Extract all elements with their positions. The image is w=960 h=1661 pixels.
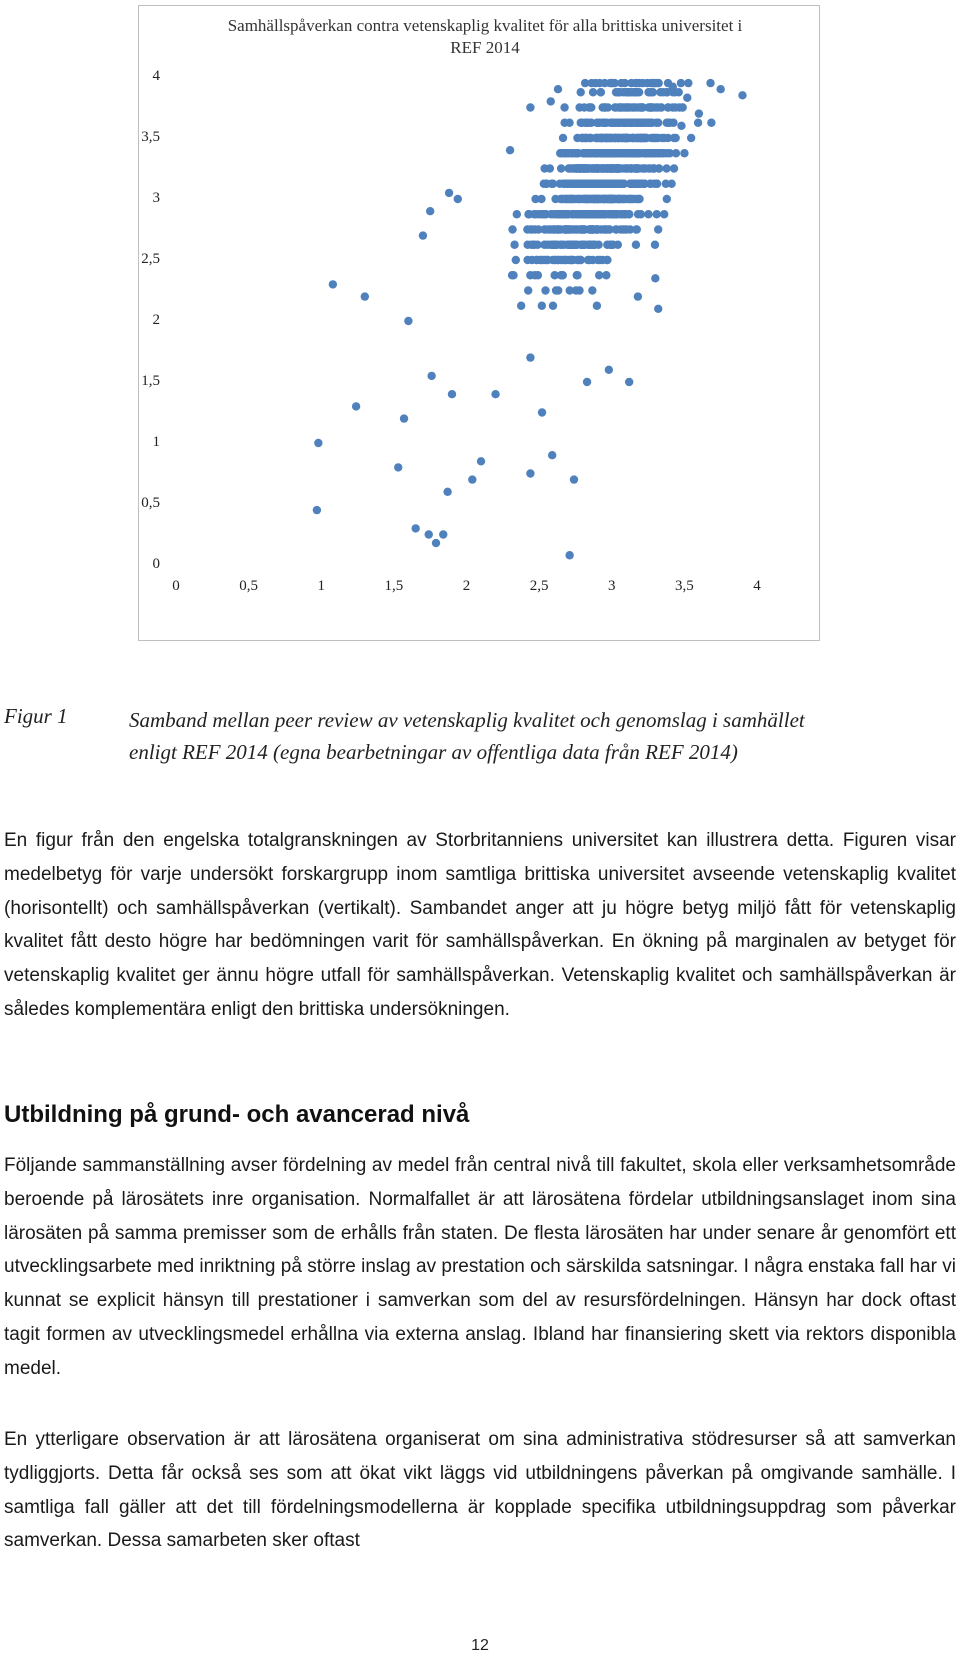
data-point xyxy=(604,164,612,172)
data-point xyxy=(671,103,679,111)
data-point xyxy=(581,164,589,172)
data-point xyxy=(594,180,602,188)
data-point xyxy=(508,225,516,233)
data-point xyxy=(602,134,610,142)
data-point xyxy=(560,103,568,111)
data-point xyxy=(571,241,579,249)
data-point xyxy=(549,256,557,264)
data-point xyxy=(629,134,637,142)
data-point xyxy=(556,180,564,188)
data-point xyxy=(547,97,555,105)
data-point xyxy=(579,241,587,249)
data-point xyxy=(649,103,657,111)
data-point xyxy=(592,149,600,157)
data-point xyxy=(531,195,539,203)
data-point xyxy=(651,274,659,282)
x-tick-label: 3,5 xyxy=(675,578,694,594)
data-point xyxy=(512,256,520,264)
data-point xyxy=(602,210,610,218)
data-point xyxy=(468,475,476,483)
data-point xyxy=(627,79,635,87)
data-point xyxy=(650,180,658,188)
data-point xyxy=(554,85,562,93)
data-point xyxy=(538,408,546,416)
data-point xyxy=(662,180,670,188)
data-point xyxy=(616,210,624,218)
data-point xyxy=(654,305,662,313)
data-point xyxy=(604,103,612,111)
data-point xyxy=(707,119,715,127)
data-point xyxy=(706,79,714,87)
data-point xyxy=(625,378,633,386)
data-point xyxy=(546,164,554,172)
data-point xyxy=(557,241,565,249)
data-point xyxy=(524,286,532,294)
data-point xyxy=(684,79,692,87)
data-point xyxy=(506,146,514,154)
figure-label: Figur 1 xyxy=(4,704,68,728)
data-point xyxy=(454,195,462,203)
data-point xyxy=(628,180,636,188)
y-tick-label: 0,5 xyxy=(141,495,160,511)
data-point xyxy=(587,103,595,111)
x-tick-label: 0,5 xyxy=(239,578,258,594)
data-point xyxy=(687,134,695,142)
data-point xyxy=(588,286,596,294)
y-tick-label: 0 xyxy=(152,556,160,572)
x-tick-label: 0 xyxy=(172,578,180,594)
data-point xyxy=(531,225,539,233)
data-point xyxy=(445,189,453,197)
data-point xyxy=(680,149,688,157)
data-point xyxy=(559,134,567,142)
y-tick-label: 2 xyxy=(152,312,160,328)
data-point xyxy=(683,94,691,102)
data-point xyxy=(593,210,601,218)
data-point xyxy=(411,524,419,532)
data-point xyxy=(542,180,550,188)
data-point xyxy=(629,88,637,96)
data-point xyxy=(644,88,652,96)
data-point xyxy=(695,109,703,117)
data-point xyxy=(628,119,636,127)
data-point xyxy=(664,119,672,127)
data-point xyxy=(533,241,541,249)
y-tick-label: 3 xyxy=(152,190,160,206)
data-point xyxy=(654,225,662,233)
x-tick-label: 2 xyxy=(462,578,471,594)
data-point xyxy=(569,195,577,203)
data-point xyxy=(651,241,659,249)
y-tick-label: 2,5 xyxy=(141,251,160,267)
data-point xyxy=(566,286,574,294)
data-point xyxy=(547,210,555,218)
data-point xyxy=(565,256,573,264)
data-point xyxy=(632,241,640,249)
data-point xyxy=(509,271,517,279)
data-point xyxy=(538,302,546,310)
data-point xyxy=(596,256,604,264)
data-point xyxy=(491,390,499,398)
data-point xyxy=(677,79,685,87)
data-point xyxy=(652,119,660,127)
data-point xyxy=(329,280,337,288)
data-point xyxy=(531,271,539,279)
data-point xyxy=(647,79,655,87)
x-tick-label: 3 xyxy=(608,578,616,594)
data-point xyxy=(561,225,569,233)
data-point xyxy=(608,149,616,157)
data-point xyxy=(592,164,600,172)
data-point xyxy=(675,88,683,96)
data-point xyxy=(611,195,619,203)
data-point xyxy=(660,210,668,218)
data-point xyxy=(400,414,408,422)
data-point xyxy=(581,79,589,87)
data-point xyxy=(662,164,670,172)
data-point xyxy=(671,134,679,142)
data-point xyxy=(448,390,456,398)
data-point xyxy=(404,317,412,325)
data-point xyxy=(477,457,485,465)
data-point xyxy=(526,353,534,361)
data-point xyxy=(589,88,597,96)
data-point xyxy=(510,241,518,249)
y-tick-label: 1,5 xyxy=(141,373,160,389)
data-point xyxy=(573,134,581,142)
data-point xyxy=(548,451,556,459)
data-point xyxy=(656,103,664,111)
x-tick-label: 1 xyxy=(317,578,325,594)
data-point xyxy=(615,164,623,172)
data-point xyxy=(528,256,536,264)
data-point xyxy=(612,225,620,233)
data-point xyxy=(523,225,531,233)
data-point xyxy=(432,539,440,547)
x-tick-label: 1,5 xyxy=(384,578,404,594)
data-point xyxy=(583,378,591,386)
y-tick-label: 4 xyxy=(152,68,160,84)
x-tick-label: 4 xyxy=(753,578,761,594)
data-point xyxy=(394,463,402,471)
data-point xyxy=(581,210,589,218)
data-point xyxy=(554,286,562,294)
data-point xyxy=(579,180,587,188)
data-point xyxy=(541,256,549,264)
data-point xyxy=(573,271,581,279)
data-point xyxy=(628,103,636,111)
figure-caption xyxy=(129,704,949,768)
data-point xyxy=(594,241,602,249)
data-point xyxy=(439,530,447,538)
data-point xyxy=(556,149,564,157)
data-point xyxy=(427,372,435,380)
figure-caption-line1: Samband mellan peer review av vetenskaplig kvalitet och genomslag i samhället xyxy=(129,708,805,732)
data-point xyxy=(654,134,662,142)
data-point xyxy=(565,119,573,127)
page-number: 12 xyxy=(471,1637,489,1654)
data-point xyxy=(738,91,746,99)
section-heading: Utbildning på grund- och avancerad nivå xyxy=(4,1101,470,1128)
data-point xyxy=(577,225,585,233)
paragraph-observation: En ytterligare observation är att lärosätena organiserat om sina administrativa stödresurser så att samverkan tydliggjorts. Detta får också ses som att ökat vikt läggs vid utbildningens påverkan på omgivande samhälle. I samtliga fall gäller att det till fördelningsmodellerna är kopplade specifika utbildningsuppdrag som påverkar samverkan. Dessa samarbeten sker oftast xyxy=(4,1429,956,1552)
data-point xyxy=(606,180,614,188)
data-point xyxy=(425,530,433,538)
data-point xyxy=(591,225,599,233)
figure-caption-line2: enligt REF 2014 (egna bearbetningar av offentliga data från REF 2014) xyxy=(129,740,738,764)
data-point xyxy=(541,225,549,233)
data-point xyxy=(550,271,558,279)
data-point xyxy=(677,122,685,130)
data-point xyxy=(664,79,672,87)
data-point xyxy=(633,225,641,233)
data-point xyxy=(526,469,534,477)
data-point xyxy=(517,302,525,310)
data-point xyxy=(605,366,613,374)
data-point xyxy=(559,271,567,279)
data-point xyxy=(426,207,434,215)
data-point xyxy=(716,85,724,93)
data-point xyxy=(541,286,549,294)
data-point xyxy=(549,302,557,310)
data-point xyxy=(557,164,565,172)
data-point xyxy=(313,506,321,514)
y-tick-label: 1 xyxy=(152,434,160,450)
data-point xyxy=(629,149,637,157)
data-point xyxy=(644,210,652,218)
data-point xyxy=(570,475,578,483)
data-point xyxy=(663,195,671,203)
data-point xyxy=(547,241,555,249)
data-point xyxy=(601,79,609,87)
data-point xyxy=(592,134,600,142)
data-point xyxy=(352,402,360,410)
data-point xyxy=(600,225,608,233)
data-point xyxy=(593,119,601,127)
data-point xyxy=(678,103,686,111)
data-point xyxy=(608,119,616,127)
y-tick-label: 3,5 xyxy=(141,129,160,145)
data-point xyxy=(585,256,593,264)
data-point xyxy=(651,149,659,157)
data-point xyxy=(563,180,571,188)
data-point xyxy=(613,88,621,96)
data-point xyxy=(593,302,601,310)
data-point xyxy=(597,88,605,96)
data-point xyxy=(694,119,702,127)
paragraph-figure-description: En figur från den engelska totalgranskningen av Storbritanniens universitet kan illustrera detta. Figuren visar medelbetyg för varje undersökt forskargrupp inom samtliga brittiska universitet avseende vetenskaplig kvalitet (horisontellt) och samhällspåverkan (vertikalt). Sambandet anger att ju högre betyg miljö fått för vetenskaplig kvalitet fått desto högre har bedömningen varit för samhällspåverkan. En ökning på marginalen av betyget för vetenskaplig kvalitet ger ännu högre utfall för samhällspåverkan. Vetenskaplig kvalitet och samhällspåverkan är således komplementära enligt den brittiska undersökningen. xyxy=(4,830,956,1020)
data-point xyxy=(513,210,521,218)
data-point xyxy=(573,256,581,264)
data-point xyxy=(577,88,585,96)
data-point xyxy=(563,210,571,218)
chart-title: Samhällspåverkan contra vetenskaplig kvalitet för alla brittiska universitet i REF 2014 xyxy=(227,16,743,57)
x-tick-label: 2,5 xyxy=(529,578,549,594)
data-point xyxy=(640,119,648,127)
data-point xyxy=(625,210,633,218)
data-point xyxy=(634,292,642,300)
data-point xyxy=(314,439,322,447)
paragraph-allocation: Följande sammanställning avser fördelning av medel från central nivå till fakultet, skola eller verksamhetsområde beroende på lärosätets inre organisation. Normalfallet är att lärosätena fördelar utbildningsanslaget inom sina lärosäten på samma premisser som de erhålls från staten. De flesta lärosäten har under senare år genomfört ett utvecklingsarbete med inriktning på större inslag av prestation och särskilda satsningar. I några enstaka fall har vi kunnat se explicit hänsyn till prestationer i samverkan som del av resursfördelningen. Hänsyn har dock oftast tagit formen av utvecklingsmedel erhållna via externa anslag. Ibland har finansiering skett via rektors disponibla medel. xyxy=(4,1155,956,1379)
data-point xyxy=(570,180,578,188)
data-point xyxy=(623,164,631,172)
data-point xyxy=(530,210,538,218)
data-point xyxy=(652,210,660,218)
data-point xyxy=(638,164,646,172)
data-point xyxy=(603,241,611,249)
data-point xyxy=(565,551,573,559)
data-point xyxy=(659,88,667,96)
data-point xyxy=(634,210,642,218)
data-point xyxy=(670,164,678,172)
data-point xyxy=(595,271,603,279)
data-point xyxy=(443,488,451,496)
data-point xyxy=(627,195,635,203)
data-point xyxy=(579,149,587,157)
data-point xyxy=(611,134,619,142)
data-point xyxy=(569,164,577,172)
data-point xyxy=(603,256,611,264)
data-point xyxy=(593,195,601,203)
data-point xyxy=(587,241,595,249)
data-point xyxy=(361,292,369,300)
data-point xyxy=(672,149,680,157)
data-point xyxy=(615,180,623,188)
data-point xyxy=(419,231,427,239)
data-point xyxy=(526,103,534,111)
